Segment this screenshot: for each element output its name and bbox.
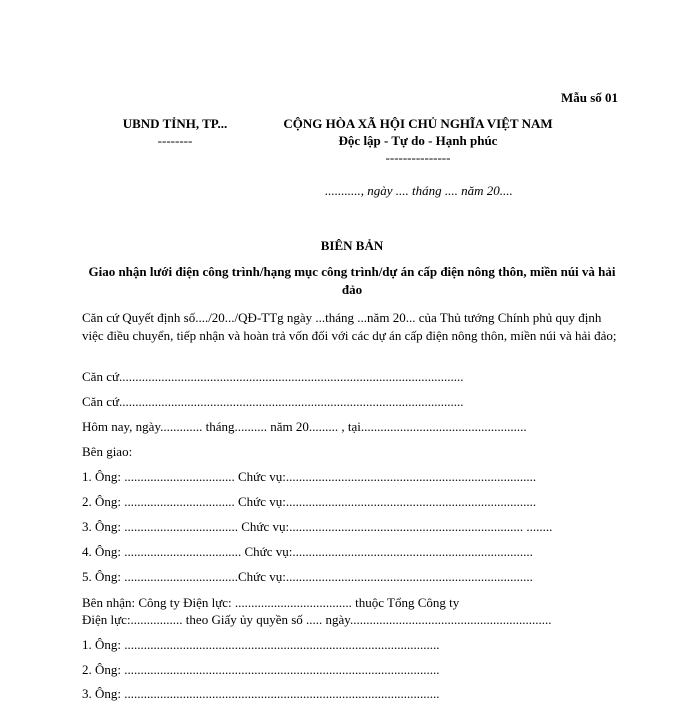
date-line: ..........., ngày .... tháng .... năm 20.... — [325, 183, 513, 198]
motto-divider: --------------- — [385, 150, 451, 165]
delivering-member-3: 3. Ông: ................................... Chức vụ:........................................................................ ........ — [82, 519, 553, 534]
delivering-member-1: 1. Ông: .................................. Chức vụ:............................................................................. — [82, 469, 537, 484]
basis-paragraph: Căn cứ Quyết định số..../20.../QĐ-TTg ngày ...tháng ...năm 20... của Thủ tướng Chính phủ quy định việc điều chuyển, tiếp nhận và hoàn trả vốn đối với các dự án cấp điện nông thôn, miền núi và hải đảo; — [82, 310, 617, 343]
org-name: UBND TỈNH, TP... — [122, 116, 228, 131]
basis-line-1: Căn cứ.......................................................................................................... — [82, 369, 464, 384]
country-name: CỘNG HÒA XÃ HỘI CHỦ NGHĨA VIỆT NAM — [283, 116, 553, 131]
delivering-member-2: 2. Ông: .................................. Chức vụ:............................................................................. — [82, 494, 537, 509]
receiving-member-1: 1. Ông: ................................................................................................. — [82, 637, 440, 652]
receiving-member-3: 3. Ông: ................................................................................................. — [82, 686, 440, 701]
national-motto: Độc lập - Tự do - Hạnh phúc — [338, 133, 498, 148]
meeting-date-line: Hôm nay, ngày............. tháng.......... năm 20......... , tại................................................... — [82, 419, 527, 434]
delivering-party-heading: Bên giao: — [82, 444, 133, 459]
org-divider: -------- — [157, 133, 193, 148]
form-number: Mẫu số 01 — [560, 90, 618, 105]
delivering-member-5: 5. Ông: ...................................Chức vụ:............................................................................ — [82, 569, 533, 584]
receiving-member-2: 2. Ông: ................................................................................................. — [82, 662, 440, 677]
basis-line-2: Căn cứ.......................................................................................................... — [82, 394, 464, 409]
receiving-authorization-line: Điện lực:................ theo Giấy ủy quyền số ..... ngày.............................................................. — [82, 612, 552, 627]
receiving-party-line: Bên nhận: Công ty Điện lực: .................................... thuộc Tổng Công ty — [82, 595, 460, 610]
document-title: BIÊN BẢN — [320, 238, 384, 253]
delivering-member-4: 4. Ông: .................................... Chức vụ:.......................................................................... — [82, 544, 533, 559]
document-subtitle: Giao nhận lưới điện công trình/hạng mục công trình/dự án cấp điện nông thôn, miền núi và hải đảo — [88, 264, 616, 297]
